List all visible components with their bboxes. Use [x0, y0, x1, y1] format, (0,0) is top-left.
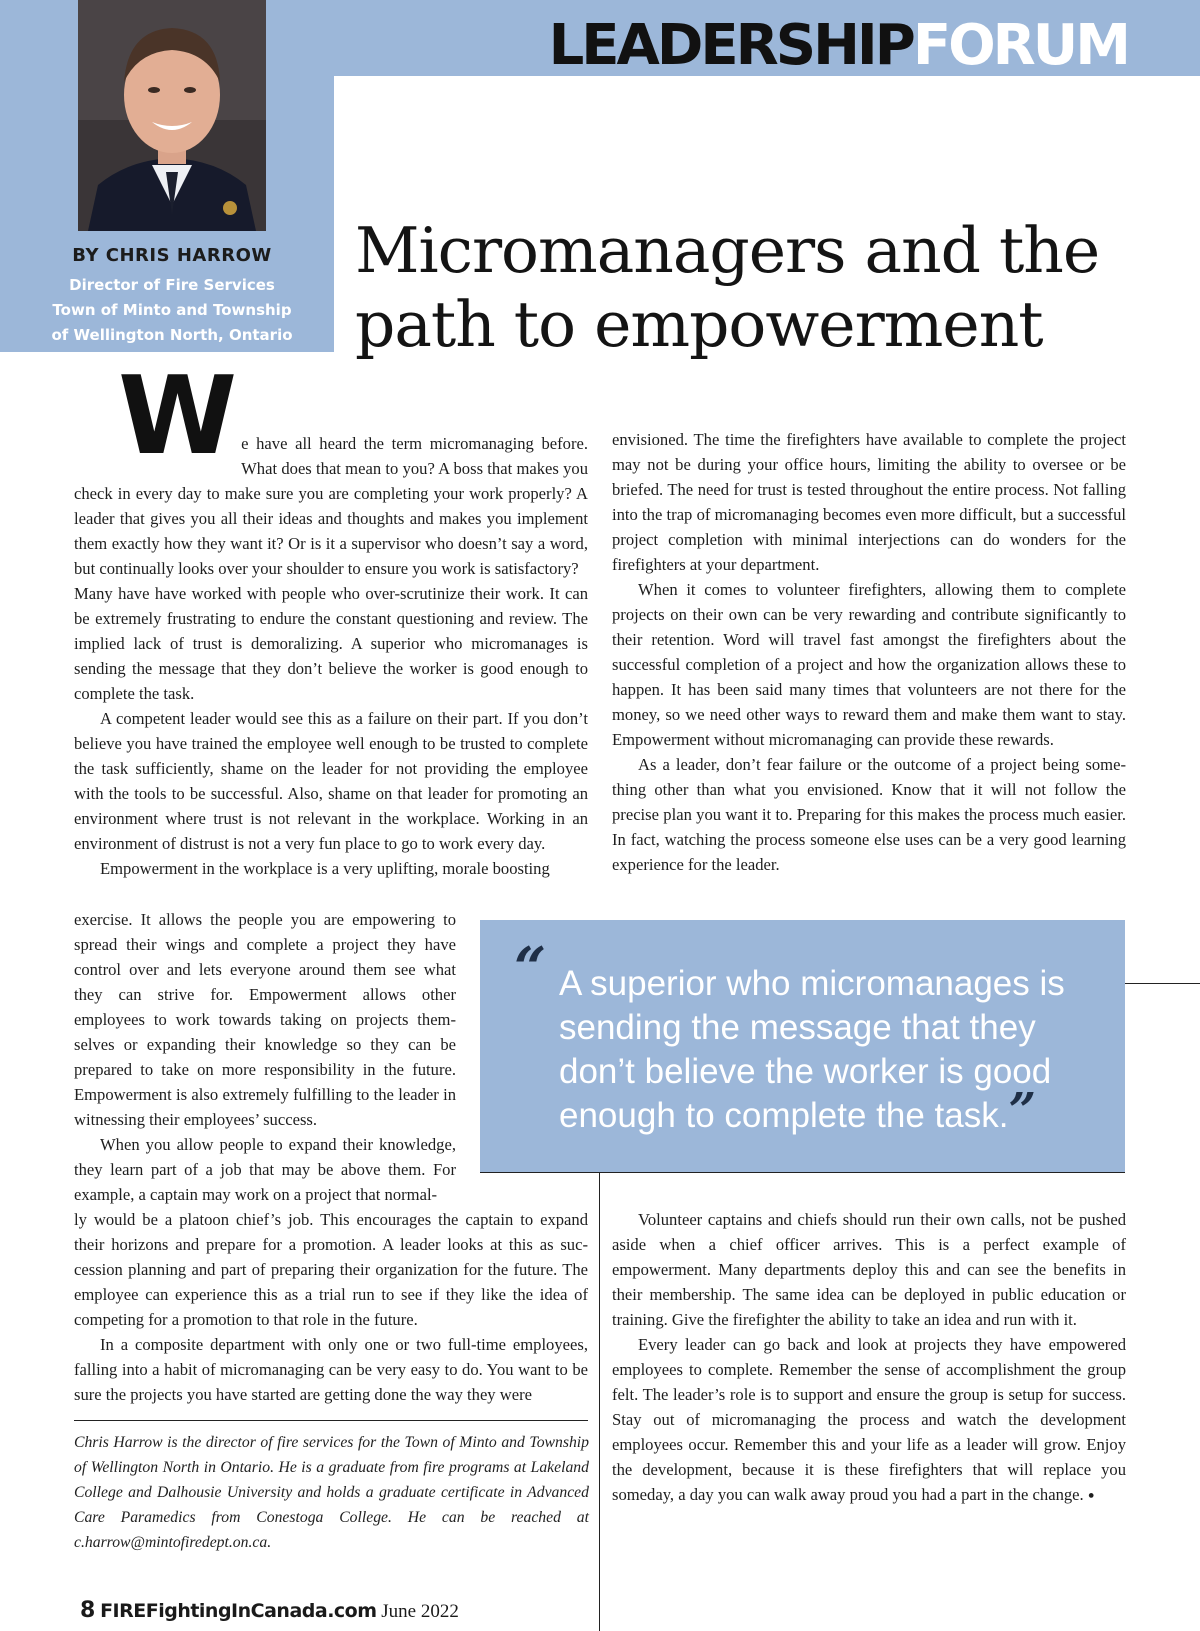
left-column-narrow: [74, 907, 456, 1207]
pull-quote-text: A superior who micromanages is sending the message that they don’t believe the worker is good enough to complete the task.: [559, 964, 1065, 1135]
right-paragraph-5: [612, 1332, 1126, 1509]
paragraph-3: A competent leader would see this as a failure on their part. If you don’t believe you have trained the employee well enough to be trusted to complete the task sufficiently, shame on the leader for not providing the employee with the tools to be successful. Also, shame on that leader for promoting an environment where trust is not relevant in the workplace. Working in an environment of distrust is not a very fun place to go to work every day.: [74, 709, 588, 853]
right-paragraph-5-text: Every leader can go back and look at projects they have empowered employees to complete. Remember the sense of accomplishment the group felt. The leader’s role is to support and ensure the group is setup for success. Stay out of micromanaging the process and watch the development employees occur. Remember this and your life as a leader will grow. Enjoy the development, because it is these firefighters that will replace you someday, a day you can walk away proud you had a part in the change.: [612, 1335, 1126, 1504]
masthead-leadership: LEADERSHIP: [548, 13, 913, 78]
quote-bottom-rule: [480, 1172, 1125, 1173]
author-photo: [78, 0, 266, 231]
paragraph-4-start: Empowerment in the workplace is a very uplifting, morale boosting: [100, 859, 550, 878]
author-portrait-image: [78, 0, 266, 231]
author-credentials: [10, 273, 334, 348]
paragraph-1: [74, 354, 588, 581]
column-divider: [599, 1172, 600, 1631]
left-column-top: [74, 354, 588, 881]
right-column-bottom: [612, 1207, 1126, 1509]
byline: BY CHRIS HARROW: [72, 245, 272, 266]
author-title: Director of Fire Services: [69, 276, 275, 294]
end-mark: ●: [1087, 1489, 1095, 1502]
pull-quote-body: [559, 962, 1099, 1138]
headline-line2: path to empowerment: [355, 288, 1043, 361]
close-quote-mark: ”: [1008, 1083, 1037, 1139]
author-bio: Chris Harrow is the director of fire services for the Town of Minto and Township of Wellington North in Ontario. He is a graduate from fire programs at Lakeland College and Dalhousie University and holds a graduate certificate in Advanced Care Paramedics from Conestoga College. He can be reached at c.harrow@mintofiredept.on.ca.: [74, 1434, 589, 1551]
footer-date: June 2022: [381, 1601, 459, 1622]
right-paragraph-1: envisioned. The time the firefighters have available to complete the project may not be during your office hours, limiting the ability to oversee or be briefed. The need for trust is tested throughout the entire process. Not falling into the trap of micromanaging becomes even more difficult, but a successful project completion with minimal interjections can do wonders for the firefighters at your department.: [612, 430, 1126, 574]
right-column-top: [612, 427, 1126, 877]
right-paragraph-4: Volunteer captains and chiefs should run their own calls, not be pushed aside when a chief officer arrives. This is a perfect example of empowerment. Many departments deploy this and can see the benefits in their membership. The same idea can be deployed in public education or training. Give the firefighter the ability to take an idea and run with it.: [612, 1210, 1126, 1329]
paragraph-6: In a composite department with only one or two full-time employees, falling into a habit of micromanaging can be very easy to do. You want to be sure the projects you have started are getting done the way they were: [74, 1335, 588, 1404]
paragraph-4-rest: exercise. It allows the people you are empowering to spread their wings and complete a project they have control over and lets everyone around them see what they can strive for. Empowerment allows other employees to work towards taking on projects themselves or expanding their knowledge so they can be prepared to take on more responsibility in the future. Empowerment is also extremely fulfilling to the leader in witnessing their employees’ success.: [74, 910, 456, 1129]
quote-side-rule: [1125, 983, 1200, 984]
author-org-line1: Town of Minto and Township: [52, 301, 292, 319]
paragraph-5-start: When you allow people to expand their knowledge, they learn part of a job that may be above them. For example, a captain may work on a project that normal-: [74, 1135, 456, 1204]
paragraph-5-rest: ly would be a platoon chief’s job. This encourages the captain to expand their horizons and prepare for a promotion. A leader looks at this as succession planning and part of preparing their organization for the future. The employee can experience this as a trial run to see if they like the idea of competing for a promotion to that role in the future.: [74, 1210, 588, 1329]
article-headline: [355, 214, 1099, 362]
drop-cap: W: [118, 354, 238, 479]
paragraph-1-text: e have all heard the term micromanaging before. What does that mean to you? A boss that makes you check in every day to make sure you are completing your work properly? A leader that gives you all their ideas and thoughts and makes you implement them exactly how they want it? Or is it a supervisor who doesn’t say a word, but continually looks over your shoulder to ensure you work is satisfactory?: [74, 434, 588, 578]
headline-line1: Micromanagers and the: [355, 214, 1100, 287]
masthead-forum: FORUM: [912, 13, 1128, 78]
right-paragraph-3: As a leader, don’t fear failure or the outcome of a project being something other than what you envisioned. Know that it will not follow the precise plan you want it to. Preparing for this makes the process much easier. In fact, watching the process someone else uses can be a very good learning experience for the leader.: [612, 755, 1126, 874]
paragraph-2: Many have have worked with people who over-scrutinize their work. It can be extremely frustrating to endure the constant questioning and review. The implied lack of trust is demoralizing. A superior who micromanages is sending the message that they don’t believe the worker is good enough to complete the task.: [74, 584, 588, 703]
footer-site[interactable]: FIREFightingInCanada.com: [100, 1600, 377, 1622]
right-paragraph-2: When it comes to volunteer firefighters, allowing them to complete projects on their own can be very rewarding and contribute significantly to their retention. Word will travel fast amongst the firefighters about the successful completion of a project and how the organization allows these to happen. It has been said many times that volunteers are not there for the money, so we need other ways to reward them and make them want to stay. Empowerment without micromanaging can provide these rewards.: [612, 580, 1126, 749]
page-number: 8: [80, 1598, 96, 1623]
open-quote-mark: “: [514, 935, 547, 1001]
page-footer: [80, 1598, 459, 1623]
left-column-bottom: [74, 1207, 588, 1407]
bio-divider: [74, 1420, 588, 1421]
section-masthead: [548, 13, 1128, 78]
author-org-line2: of Wellington North, Ontario: [51, 326, 293, 344]
pull-quote: [480, 920, 1125, 1172]
